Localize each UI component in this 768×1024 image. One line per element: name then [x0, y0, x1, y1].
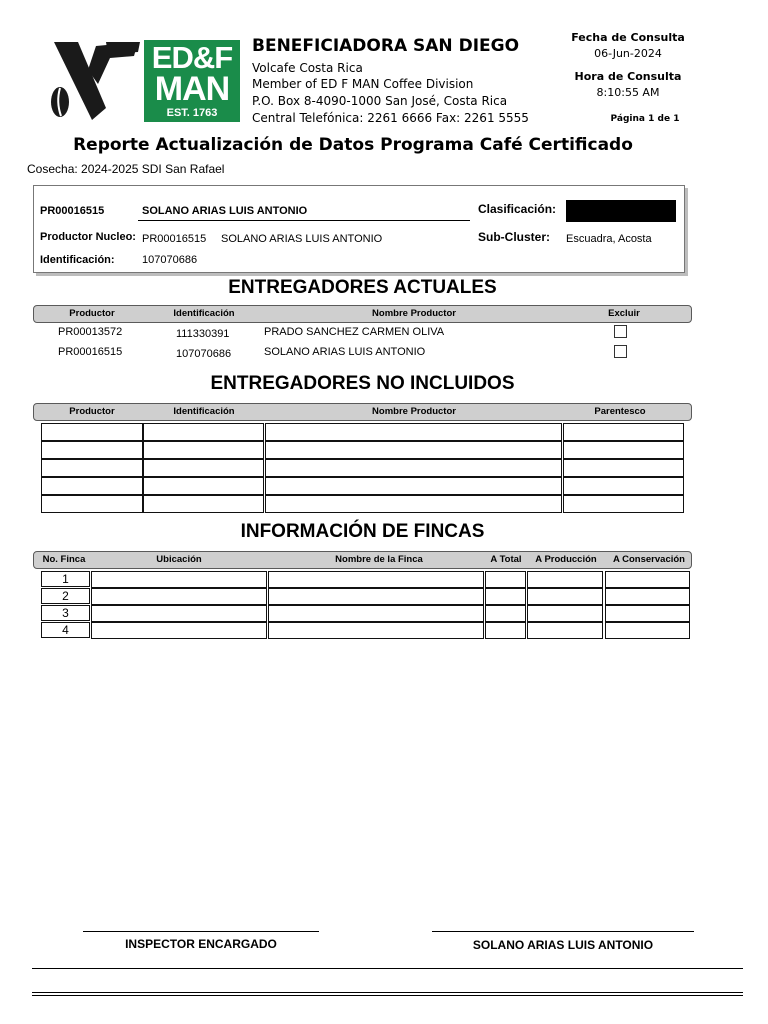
- finca-cell[interactable]: [485, 622, 526, 639]
- finca-cell[interactable]: [91, 622, 267, 639]
- producer-code: PR00016515: [40, 205, 105, 217]
- col-a-produccion: A Producción: [535, 554, 597, 565]
- finca-cell[interactable]: [91, 588, 267, 605]
- clasificacion-label: Clasificación:: [478, 202, 557, 216]
- finca-number-cell: 3: [41, 605, 90, 621]
- footer-divider: [32, 992, 743, 993]
- finca-number-cell: 1: [41, 571, 90, 587]
- finca-cell[interactable]: [605, 622, 690, 639]
- col-productor: Productor: [69, 406, 115, 417]
- identificacion-value: 107070686: [142, 254, 198, 266]
- inspector-signature-label: INSPECTOR ENCARGADO: [125, 937, 277, 951]
- no-incluidos-cell[interactable]: [41, 495, 143, 513]
- col-identificacion: Identificación: [173, 308, 235, 319]
- finca-cell[interactable]: [605, 605, 690, 622]
- col-identificacion: Identificación: [173, 406, 235, 417]
- finca-cell[interactable]: [527, 588, 603, 605]
- name-underline: [138, 220, 470, 221]
- actuales-row-2-productor: PR00016515: [58, 346, 123, 358]
- actuales-row-1-nombre: PRADO SANCHEZ CARMEN OLIVA: [264, 326, 445, 338]
- no-incluidos-cell[interactable]: [563, 459, 684, 477]
- col-a-total: A Total: [490, 554, 522, 565]
- no-incluidos-cell[interactable]: [563, 423, 684, 441]
- finca-cell[interactable]: [605, 571, 690, 588]
- hora-label: Hora de Consulta: [574, 70, 682, 83]
- fincas-header: [33, 551, 692, 569]
- actuales-row-2-id: 107070686: [176, 348, 232, 360]
- no-incluidos-cell[interactable]: [143, 477, 264, 495]
- fecha-value: 06-Jun-2024: [594, 47, 662, 60]
- no-incluidos-cell[interactable]: [41, 459, 143, 477]
- subcluster-label: Sub-Cluster:: [478, 230, 550, 244]
- finca-cell[interactable]: [527, 605, 603, 622]
- section-title-fincas: INFORMACIÓN DE FINCAS: [240, 521, 485, 542]
- actuales-row-1-id: 111330391: [176, 328, 230, 340]
- identificacion-label: Identificación:: [40, 254, 115, 266]
- col-no-finca: No. Finca: [42, 554, 86, 565]
- finca-cell[interactable]: [91, 571, 267, 588]
- cosecha-label: Cosecha: 2024-2025 SDI San Rafael: [27, 162, 225, 176]
- no-incluidos-cell[interactable]: [143, 423, 264, 441]
- producer-name: SOLANO ARIAS LUIS ANTONIO: [142, 205, 308, 217]
- no-incluidos-cell[interactable]: [143, 495, 264, 513]
- inspector-signature-line: [83, 931, 319, 932]
- finca-cell[interactable]: [268, 588, 484, 605]
- no-incluidos-cell[interactable]: [563, 441, 684, 459]
- col-excluir: Excluir: [608, 308, 640, 319]
- logo-line-1: ED&F: [151, 40, 233, 75]
- nucleo-name: SOLANO ARIAS LUIS ANTONIO: [221, 233, 383, 245]
- finca-cell[interactable]: [268, 605, 484, 622]
- nucleo-label: Productor Nucleo:: [40, 231, 136, 243]
- clasificacion-redacted: [566, 200, 676, 222]
- finca-cell[interactable]: [268, 571, 484, 588]
- no-incluidos-cell[interactable]: [41, 441, 143, 459]
- no-incluidos-cell[interactable]: [143, 459, 264, 477]
- company-name: BENEFICIADORA SAN DIEGO: [252, 36, 520, 56]
- col-a-conservacion: A Conservación: [613, 554, 685, 565]
- address-line-2: Member of ED F MAN Coffee Division: [252, 77, 474, 91]
- finca-cell[interactable]: [527, 571, 603, 588]
- col-parentesco: Parentesco: [594, 406, 646, 417]
- subcluster-value: Escuadra, Acosta: [566, 233, 652, 245]
- no-incluidos-cell[interactable]: [265, 441, 562, 459]
- no-incluidos-cell[interactable]: [41, 423, 143, 441]
- finca-cell[interactable]: [485, 588, 526, 605]
- no-incluidos-cell[interactable]: [265, 495, 562, 513]
- page-number: Página 1 de 1: [610, 114, 680, 124]
- no-incluidos-cell[interactable]: [265, 459, 562, 477]
- finca-cell[interactable]: [485, 571, 526, 588]
- col-nombre-productor: Nombre Productor: [372, 406, 456, 417]
- col-nombre-finca: Nombre de la Finca: [335, 554, 423, 565]
- no-incluidos-header: [33, 403, 692, 421]
- no-incluidos-cell[interactable]: [41, 477, 143, 495]
- address-line-1: Volcafe Costa Rica: [252, 61, 363, 75]
- fecha-label: Fecha de Consulta: [571, 31, 685, 44]
- producer-signature-line: [432, 931, 694, 932]
- no-incluidos-cell[interactable]: [265, 423, 562, 441]
- finca-cell[interactable]: [527, 622, 603, 639]
- section-title-no-incluidos: ENTREGADORES NO INCLUIDOS: [210, 373, 515, 394]
- finca-cell[interactable]: [268, 622, 484, 639]
- no-incluidos-cell[interactable]: [563, 495, 684, 513]
- excluir-checkbox[interactable]: [614, 325, 627, 338]
- actuales-row-1-productor: PR00013572: [58, 326, 123, 338]
- logo-line-3: EST. 1763: [166, 107, 218, 119]
- actuales-row-2-nombre: SOLANO ARIAS LUIS ANTONIO: [264, 346, 426, 358]
- finca-cell[interactable]: [91, 605, 267, 622]
- no-incluidos-cell[interactable]: [563, 477, 684, 495]
- finca-number-cell: 2: [41, 588, 90, 604]
- producer-info-box: [33, 185, 685, 273]
- logo-line-2: MAN: [154, 70, 230, 108]
- producer-signature-label: SOLANO ARIAS LUIS ANTONIO: [472, 938, 654, 952]
- report-title: Reporte Actualización de Datos Programa Café Certificado: [73, 135, 633, 155]
- footer-divider: [32, 968, 743, 969]
- finca-cell[interactable]: [485, 605, 526, 622]
- no-incluidos-cell[interactable]: [143, 441, 264, 459]
- nucleo-code: PR00016515: [142, 233, 207, 245]
- volcafe-logo-mark: [48, 40, 144, 122]
- footer-divider: [32, 995, 743, 996]
- address-line-3: P.O. Box 8-4090-1000 San José, Costa Rica: [252, 94, 508, 108]
- section-title-actuales: ENTREGADORES ACTUALES: [228, 277, 497, 298]
- hora-value: 8:10:55 AM: [596, 86, 660, 99]
- excluir-checkbox[interactable]: [614, 345, 627, 358]
- no-incluidos-cell[interactable]: [265, 477, 562, 495]
- col-ubicacion: Ubicación: [156, 554, 202, 565]
- finca-cell[interactable]: [605, 588, 690, 605]
- address-line-4: Central Telefónica: 2261 6666 Fax: 2261 5555: [252, 111, 529, 125]
- edf-man-logo: [144, 40, 240, 122]
- col-productor: Productor: [69, 308, 115, 319]
- col-nombre-productor: Nombre Productor: [372, 308, 456, 319]
- actuales-header: [33, 305, 692, 323]
- finca-number-cell: 4: [41, 622, 90, 638]
